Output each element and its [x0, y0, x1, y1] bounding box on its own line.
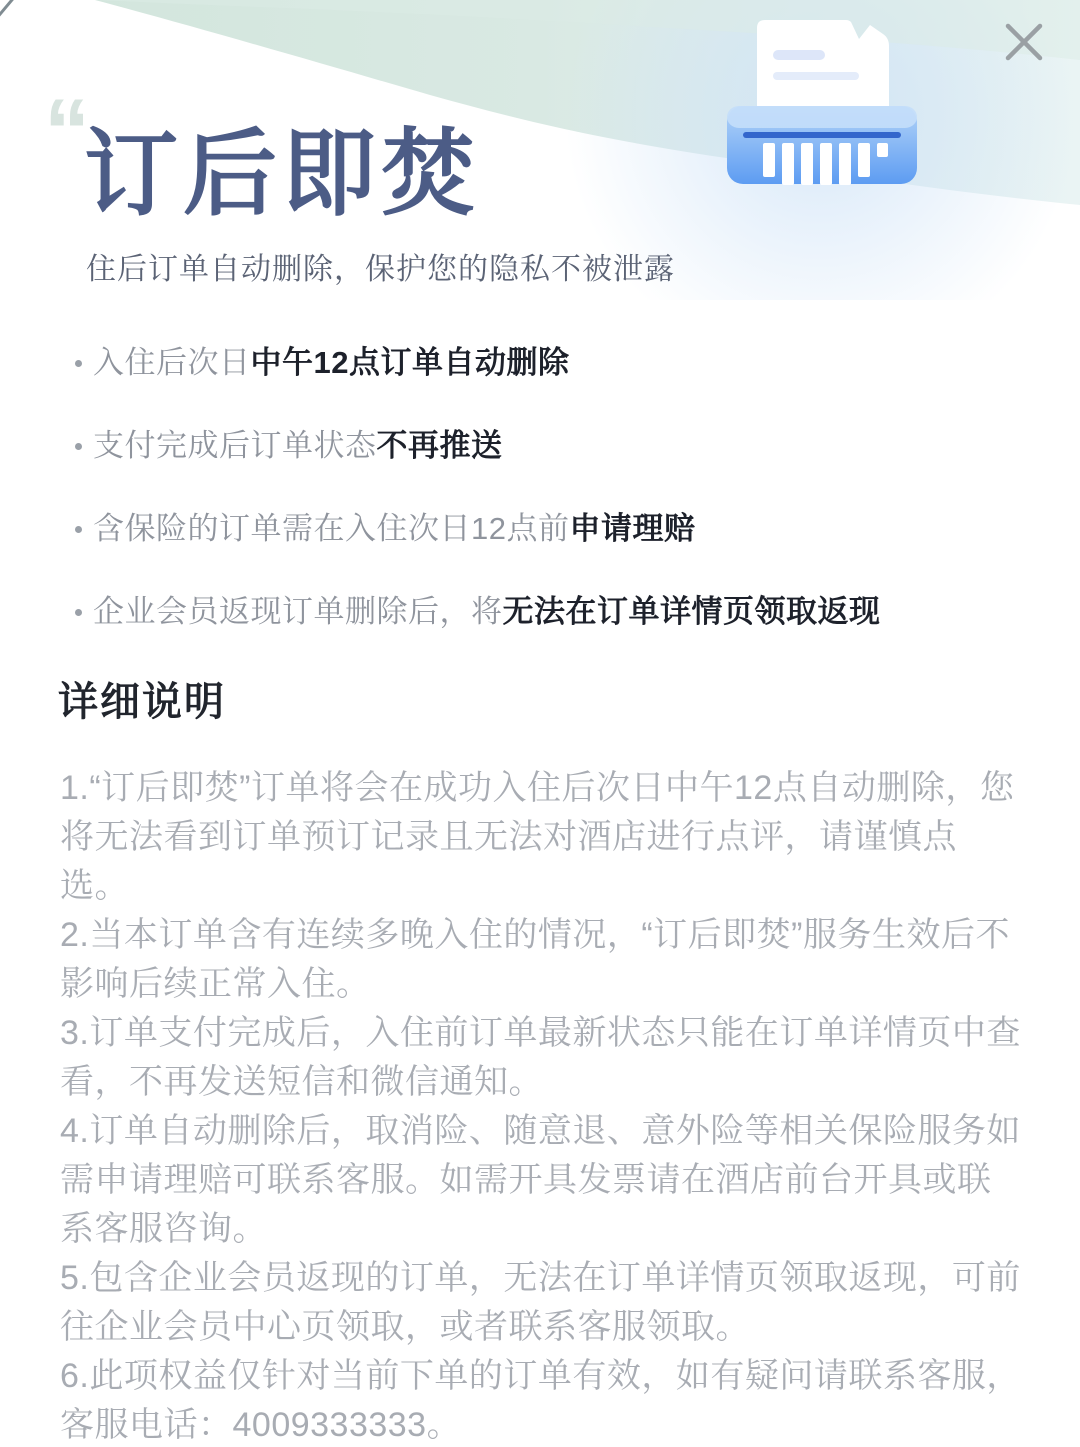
- close-button[interactable]: [996, 14, 1052, 70]
- page-title: 订后即焚: [84, 121, 481, 226]
- quote-decoration-icon: “: [44, 81, 90, 183]
- detail-item: 4.订单自动删除后，取消险、随意退、意外险等相关保险服务如需申请理赔可联系客服。如需开具发票请在酒店前台开具或联系客服咨询。: [60, 1112, 1021, 1248]
- details-heading: 详细说明: [58, 680, 226, 724]
- detail-item: 2.当本订单含有连续多晚入住的情况，“订后即焚”服务生效后不影响后续正常入住。: [60, 916, 1010, 1003]
- highlight-list: [60, 345, 1040, 677]
- bullet-dot-icon: [75, 443, 82, 450]
- highlight-bold-text: 无法在订单详情页领取返现: [502, 594, 881, 629]
- detail-item: 6.此项权益仅针对当前下单的订单有效，如有疑问请联系客服，客服电话：4009333333。: [60, 1357, 1021, 1444]
- highlight-item: [60, 511, 1040, 547]
- highlight-item: [60, 345, 1040, 381]
- details-list: [60, 764, 1023, 1447]
- highlight-normal-text: 支付完成后订单状态: [93, 428, 377, 463]
- bullet-dot-icon: [75, 360, 82, 367]
- highlight-normal-text: 入住后次日: [93, 345, 251, 380]
- detail-item: 1.“订后即焚”订单将会在成功入住后次日中午12点自动删除，您将无法看到订单预订记录且无法对酒店进行点评，请谨慎点选。: [60, 769, 1015, 905]
- close-icon: [996, 14, 1052, 70]
- bullet-dot-icon: [75, 609, 82, 616]
- highlight-normal-text: 企业会员返现订单删除后，将: [93, 594, 503, 629]
- highlight-bold-text: 不再推送: [376, 428, 503, 463]
- highlight-item: [60, 428, 1040, 464]
- highlight-normal-text: 含保险的订单需在入住次日12点前: [93, 511, 570, 546]
- bullet-dot-icon: [75, 526, 82, 533]
- highlight-bold-text: 中午12点订单自动删除: [250, 345, 570, 380]
- paper-sheet: [757, 20, 889, 116]
- page-subtitle: 住后订单自动删除，保护您的隐私不被泄露: [86, 253, 675, 286]
- shredder-icon: [727, 12, 917, 186]
- detail-item: 3.订单支付完成后，入住前订单最新状态只能在订单详情页中查看，不再发送短信和微信通知。: [60, 1014, 1021, 1101]
- highlight-bold-text: 申请理赔: [569, 511, 696, 546]
- highlight-item: [60, 594, 1040, 630]
- detail-item: 5.包含企业会员返现的订单，无法在订单详情页领取返现，可前往企业会员中心页领取，或者联系客服领取。: [60, 1259, 1021, 1346]
